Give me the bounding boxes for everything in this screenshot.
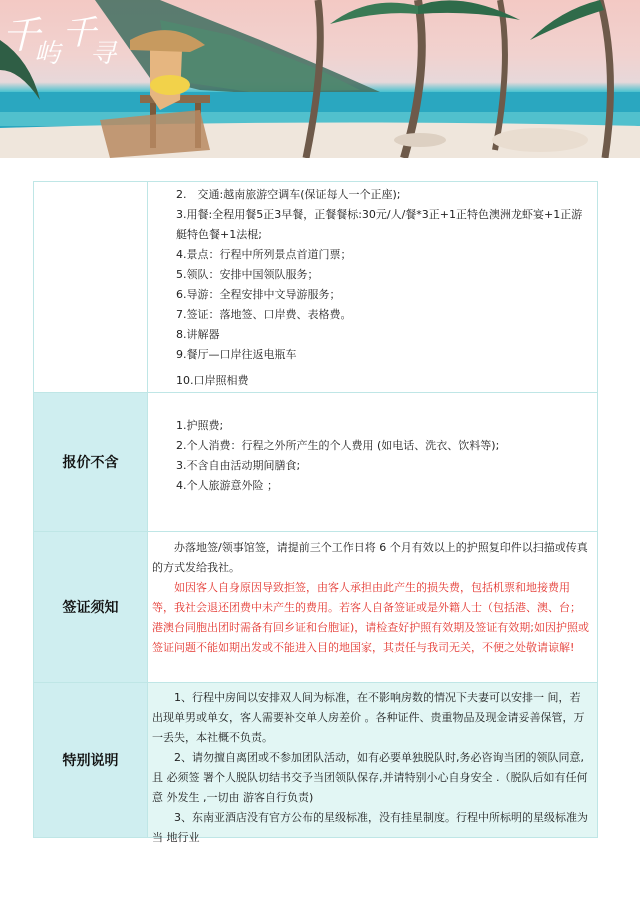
list-item: 7.签证：落地签、口岸费、表格费。: [176, 308, 352, 321]
row-visa-notice: [33, 532, 598, 683]
list-item: 4.个人旅游意外险 ；: [176, 479, 278, 492]
included-services-list: [147, 182, 598, 392]
list-item: 8.讲解器: [176, 328, 220, 341]
list-item: 3.不含自由活动期间膳食;: [176, 459, 301, 472]
not-included-list: [147, 393, 598, 531]
list-item: 6.导游：全程安排中文导游服务；: [176, 288, 341, 301]
list-item: 2. 交通:越南旅游空调车(保证每人一个正座);: [176, 188, 401, 201]
row-label-special: 特别说明: [33, 683, 147, 837]
list-item: 5.领队：安排中国领队服务；: [176, 268, 319, 281]
row-not-included: [33, 393, 598, 532]
row-label-visa: 签证须知: [33, 532, 147, 682]
list-item: 10.口岸照相费: [176, 374, 249, 387]
visa-warning: 如因客人自身原因导致拒签，由客人承担由此产生的损失费，包括机票和地接费用等，我社会退还团费中未产生的费用。若客人自备签证或是外籍人士（包括港、澳、台；港澳台同胞出团时需备有回乡证和台胞证)，请检查好护照有效期及签证有效期;如因护照或签证问题不能如期出发或不能进入目的地国家，其责任与我司无关，不便之处敬请谅解!: [152, 581, 589, 654]
list-item: 1.护照费;: [176, 419, 224, 432]
special-notes-text: [147, 683, 598, 844]
header-banner-image: [0, 0, 640, 158]
row-special-notes: [33, 683, 598, 844]
visa-notice-text: [147, 532, 598, 682]
list-item: 2.个人消费：行程之外所产生的个人费用 (如电话、洗衣、饮料等);: [176, 439, 500, 452]
visa-intro: 办落地签/领事馆签，请提前三个工作日将 6 个月有效以上的护照复印件以扫描或传真的方式发给我社。: [152, 541, 588, 574]
row-included-services: [33, 182, 598, 393]
svg-text:寻: 寻: [90, 39, 117, 69]
list-item: 9.餐厅—口岸往返电瓶车: [176, 348, 297, 361]
brand-logo: [0, 0, 120, 70]
special-note-paragraph: 1、行程中房间以安排双人间为标准，在不影响房数的情况下夫妻可以安排一 间，若出现单男或单女，客人需要补交单人房差价 。各种证件、贵重物品及现金请妥善保管，万一丢失，本社概不负责。: [152, 691, 585, 744]
svg-text:千: 千: [2, 13, 41, 57]
row-label-not-included: 报价不含: [33, 393, 147, 531]
svg-text:屿: 屿: [34, 39, 61, 69]
special-note-paragraph: 2、请勿擅自离团或不参加团队活动，如有必要单独脱队时,务必咨询当团的领队同意,且 必须签 署个人脱队切结书交予当团领队保存,并请特别小心自身安全 .（脱队后如有任何意 外发生 ,一切由 游客自行负责): [152, 751, 588, 804]
list-item: 3.用餐:全程用餐5正3早餐，正餐餐标:30元/人/餐*3正+1正特色澳洲龙虾宴+1正游艇特色餐+1法棍;: [176, 208, 583, 241]
row-label-included: [33, 182, 147, 392]
svg-text:千: 千: [62, 13, 96, 53]
special-note-paragraph: 3、东南亚酒店没有官方公布的星级标准，没有挂星制度。行程中所标明的星级标准为当 地行业: [152, 811, 588, 844]
itinerary-info-table: [33, 181, 598, 844]
list-item: 4.景点：行程中所列景点首道门票；: [176, 248, 352, 261]
